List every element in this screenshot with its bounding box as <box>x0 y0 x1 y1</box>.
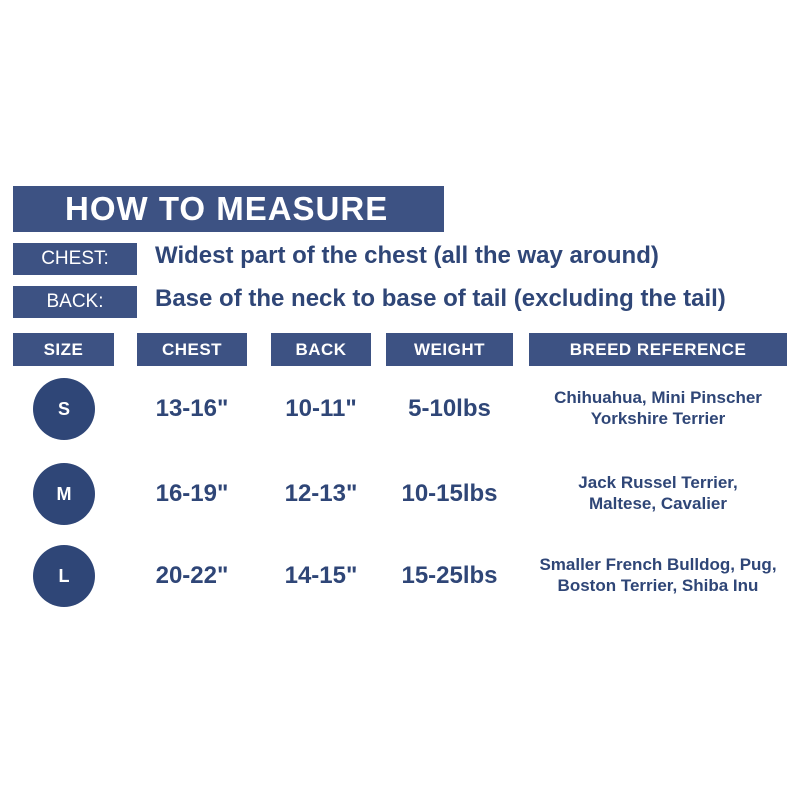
breed-reference-l <box>529 554 787 596</box>
breed-line: Maltese, Cavalier <box>589 494 727 513</box>
weight-value-m: 10-15lbs <box>401 480 498 507</box>
chest-value-l: 20-22" <box>155 562 229 589</box>
weight-value-s: 5-10lbs <box>408 395 491 422</box>
size-badge-l: L <box>33 545 95 607</box>
breed-line: Smaller French Bulldog, Pug, <box>539 555 777 574</box>
chest-value-m: 16-19" <box>155 480 229 507</box>
column-header-weight: WEIGHT <box>386 333 513 366</box>
column-header-size: SIZE <box>13 333 114 366</box>
back-value-l: 14-15" <box>284 562 358 589</box>
chest-value-s: 13-16" <box>155 395 229 422</box>
size-badge-s: S <box>33 378 95 440</box>
chest-label: CHEST: <box>13 243 137 275</box>
weight-value-l: 15-25lbs <box>401 562 498 589</box>
back-value-m: 12-13" <box>284 480 358 507</box>
column-header-chest: CHEST <box>137 333 247 366</box>
breed-reference-m <box>529 472 787 514</box>
breed-line: Yorkshire Terrier <box>590 409 726 428</box>
back-label: BACK: <box>13 286 137 318</box>
breed-line: Jack Russel Terrier, <box>578 473 738 492</box>
breed-line: Chihuahua, Mini Pinscher <box>554 388 762 407</box>
back-value-s: 10-11" <box>285 395 357 422</box>
breed-reference-s <box>529 387 787 429</box>
breed-line: Boston Terrier, Shiba Inu <box>557 576 759 595</box>
column-header-back: BACK <box>271 333 371 366</box>
chest-description: Widest part of the chest (all the way around) <box>155 242 659 269</box>
size-badge-m: M <box>33 463 95 525</box>
back-description: Base of the neck to base of tail (excluding the tail) <box>155 285 726 312</box>
page-title: HOW TO MEASURE <box>13 186 444 232</box>
column-header-breed-reference: BREED REFERENCE <box>529 333 787 366</box>
